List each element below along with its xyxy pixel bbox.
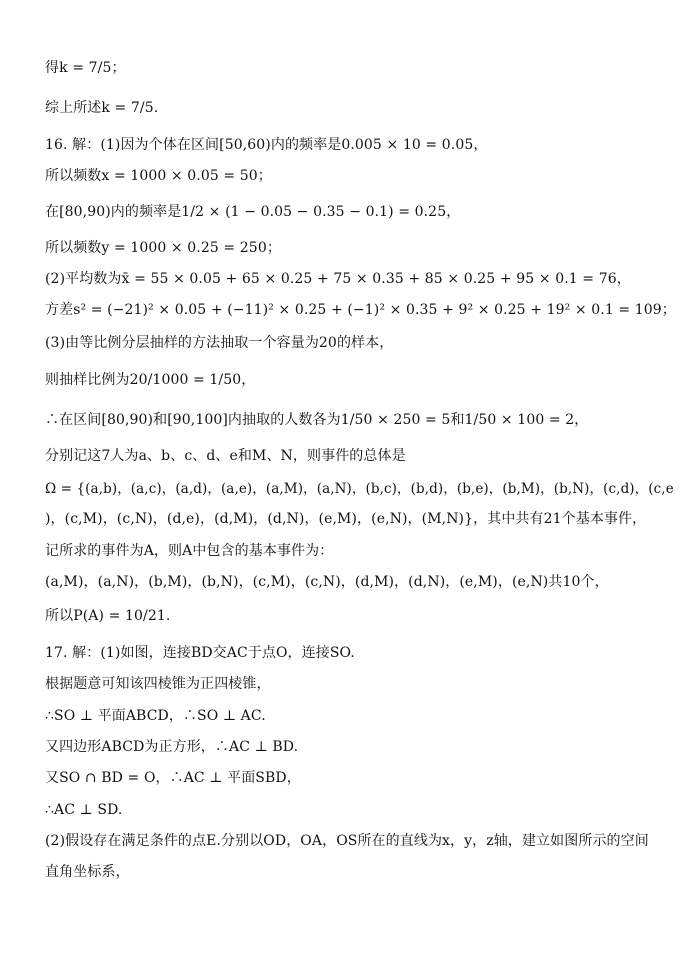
- text-line: ∴在区间[80,90)和[90,100]内抽取的人数各为1/50 × 250 = 5和1/50 × 100 = 2，: [45, 412, 589, 428]
- text-line: 分别记这7人为a、b、c、d、e和M、N，则事件的总体是: [45, 448, 406, 464]
- text-line: Ω = {(a,b)，(a,c)，(a,d)，(a,e)，(a,M)，(a,N)，(b,c)，(b,d)，(b,e)，(b,M)，(b,N)，(c,d)，(c,e: [45, 481, 674, 497]
- text-line: 则抽样比例为20/1000 = 1/50，: [45, 372, 256, 388]
- text-line: 又四边形ABCD为正方形，∴AC ⊥ BD.: [45, 739, 299, 755]
- text-line: ∴SO ⊥ 平面ABCD，∴SO ⊥ AC.: [45, 708, 266, 724]
- text-line: 记所求的事件为A，则A中包含的基本事件为：: [45, 543, 334, 559]
- text-line: (2)假设存在满足条件的点E.分别以OD，OA，OS所在的直线为x，y，z轴，建立如图所示的空间: [45, 833, 649, 849]
- text-line: 直角坐标系，: [45, 864, 130, 880]
- text-line: )，(c,M)，(c,N)，(d,e)，(d,M)，(d,N)，(e,M)，(e,N)，(M,N)}，其中共有21个基本事件，: [45, 511, 647, 527]
- text-line: 方差s² = (−21)² × 0.05 + (−11)² × 0.25 + (−1)² × 0.35 + 9² × 0.25 + 19² × 0.1 = 109；: [45, 302, 676, 318]
- text-line: 所以P(A) = 10/21.: [45, 608, 171, 624]
- text-line: 在[80,90)内的频率是1/2 × (1 − 0.05 − 0.35 − 0.1) = 0.25，: [45, 204, 461, 220]
- text-line: 得k = 7/5；: [45, 60, 126, 76]
- text-line: 综上所述k = 7/5.: [45, 100, 159, 116]
- text-line: 所以频数x = 1000 × 0.05 = 50；: [45, 168, 272, 184]
- text-line: (a,M)，(a,N)，(b,M)，(b,N)，(c,M)，(c,N)，(d,M)，(d,N)，(e,M)，(e,N)共10个，: [45, 574, 609, 590]
- text-line: (3)由等比例分层抽样的方法抽取一个容量为20的样本，: [45, 335, 394, 351]
- text-line: 所以频数y = 1000 × 0.25 = 250；: [45, 240, 281, 256]
- problem-17-heading: 17. 解：(1)如图，连接BD交AC于点O，连接SO.: [45, 645, 355, 661]
- text-line: 根据题意可知该四棱锥为正四棱锥，: [45, 676, 271, 692]
- text-line: ∴AC ⊥ SD.: [45, 802, 123, 818]
- problem-16-heading: 16. 解：(1)因为个体在区间[50,60)内的频率是0.005 × 10 = 0.05，: [45, 137, 488, 153]
- text-line: 又SO ∩ BD = O，∴AC ⊥ 平面SBD，: [45, 770, 301, 786]
- text-line: (2)平均数为x̄ = 55 × 0.05 + 65 × 0.25 + 75 × 0.35 + 85 × 0.25 + 95 × 0.1 = 76，: [45, 271, 631, 287]
